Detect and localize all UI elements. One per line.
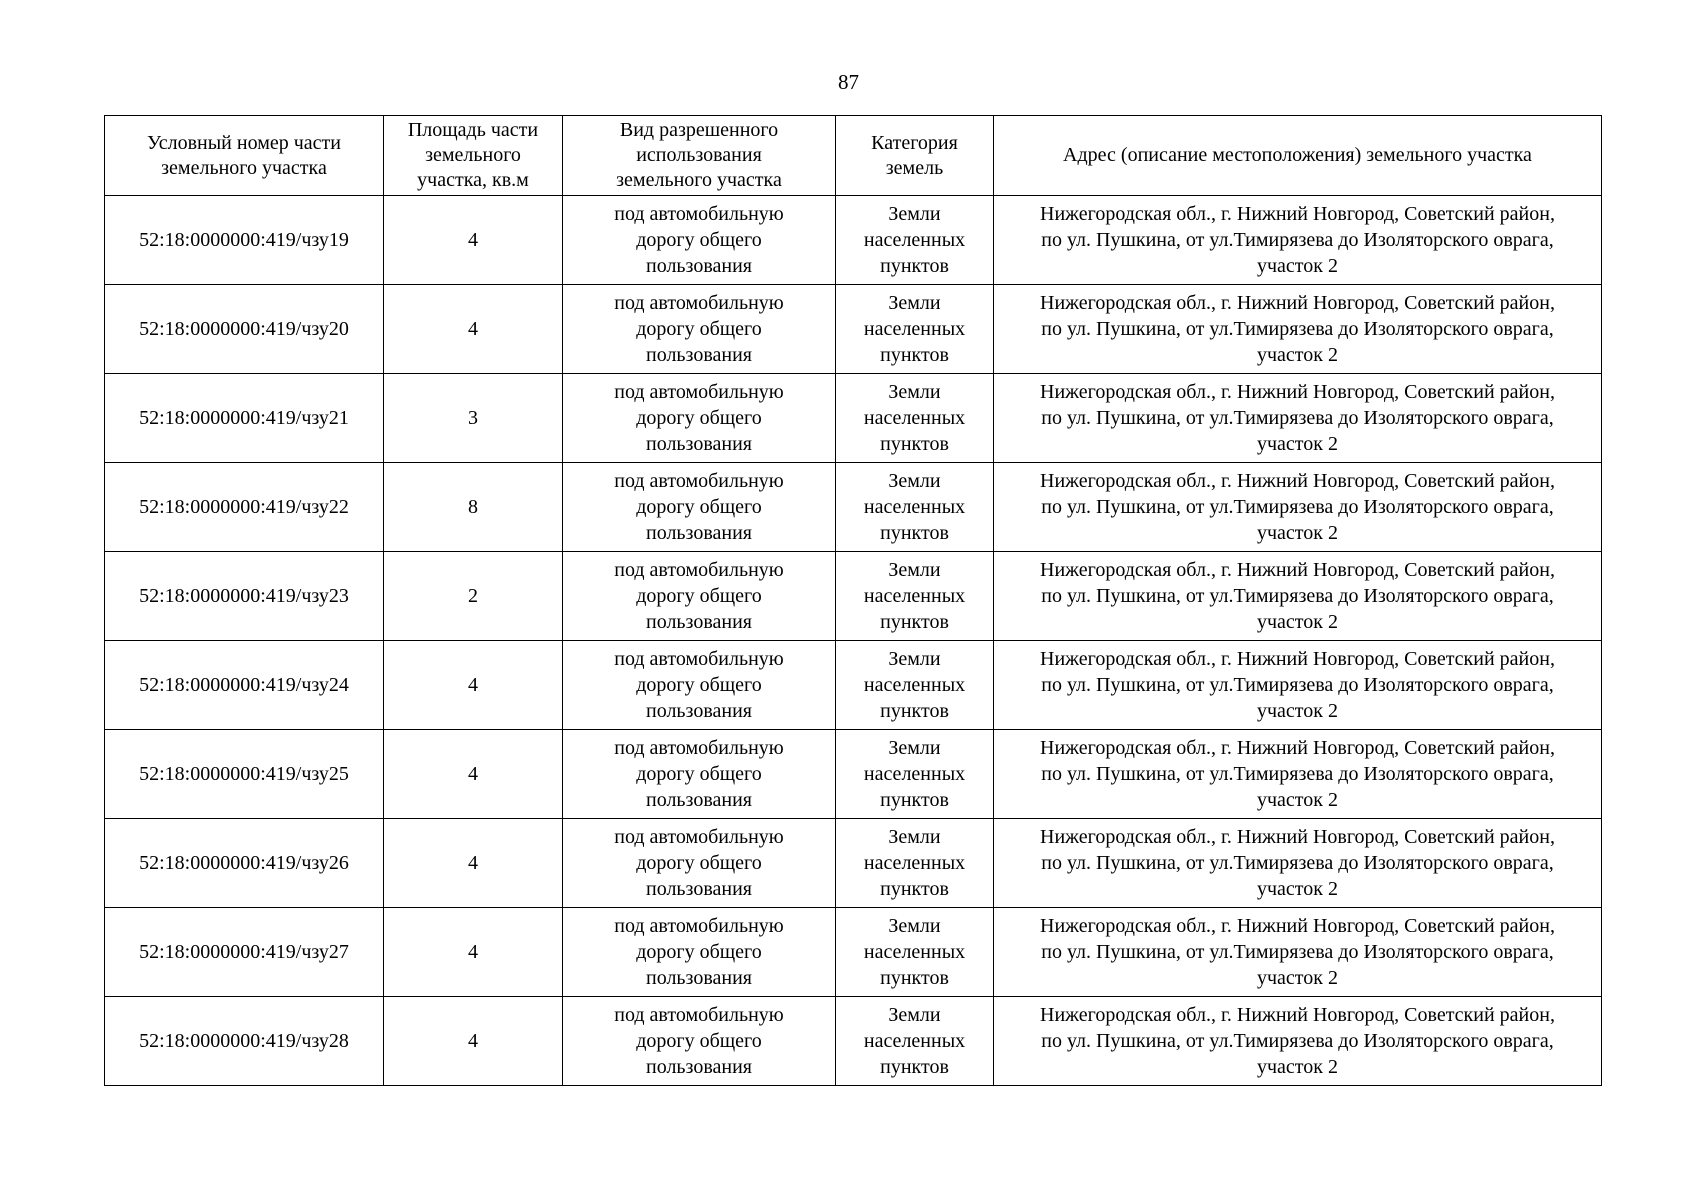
cell-address: Нижегородская обл., г. Нижний Новгород, Советский район, по ул. Пушкина, от ул.Тимирязева до Изоляторского оврага, участок 2 [994, 730, 1602, 819]
header-category: Категория земель [836, 116, 994, 196]
cell-usage: под автомобильную дорогу общего пользования [563, 552, 836, 641]
cell-number: 52:18:0000000:419/чзу22 [105, 463, 384, 552]
cell-area: 8 [384, 463, 563, 552]
cell-address: Нижегородская обл., г. Нижний Новгород, Советский район, по ул. Пушкина, от ул.Тимирязева до Изоляторского оврага, участок 2 [994, 374, 1602, 463]
header-row [105, 116, 1602, 196]
cell-usage: под автомобильную дорогу общего пользования [563, 641, 836, 730]
table-row [105, 819, 1602, 908]
cell-usage: под автомобильную дорогу общего пользования [563, 819, 836, 908]
cell-category: Земли населенных пунктов [836, 285, 994, 374]
cell-number: 52:18:0000000:419/чзу28 [105, 997, 384, 1086]
table-row [105, 463, 1602, 552]
cell-category: Земли населенных пунктов [836, 997, 994, 1086]
cell-area: 4 [384, 285, 563, 374]
cell-number: 52:18:0000000:419/чзу19 [105, 196, 384, 285]
cell-address: Нижегородская обл., г. Нижний Новгород, Советский район, по ул. Пушкина, от ул.Тимирязева до Изоляторского оврага, участок 2 [994, 463, 1602, 552]
cell-category: Земли населенных пунктов [836, 730, 994, 819]
header-number: Условный номер части земельного участка [105, 116, 384, 196]
cell-category: Земли населенных пунктов [836, 552, 994, 641]
cell-area: 2 [384, 552, 563, 641]
cell-category: Земли населенных пунктов [836, 641, 994, 730]
cell-address: Нижегородская обл., г. Нижний Новгород, Советский район, по ул. Пушкина, от ул.Тимирязева до Изоляторского оврага, участок 2 [994, 819, 1602, 908]
table-body [105, 196, 1602, 1086]
header-address: Адрес (описание местоположения) земельного участка [994, 116, 1602, 196]
table-row [105, 730, 1602, 819]
table-row [105, 552, 1602, 641]
cell-area: 4 [384, 997, 563, 1086]
table-row [105, 641, 1602, 730]
cell-category: Земли населенных пунктов [836, 196, 994, 285]
table-row [105, 285, 1602, 374]
cell-usage: под автомобильную дорогу общего пользования [563, 997, 836, 1086]
table-row [105, 908, 1602, 997]
table-row [105, 997, 1602, 1086]
table-row [105, 374, 1602, 463]
table-row [105, 196, 1602, 285]
cell-area: 3 [384, 374, 563, 463]
cell-number: 52:18:0000000:419/чзу25 [105, 730, 384, 819]
cell-area: 4 [384, 641, 563, 730]
table-header [105, 116, 1602, 196]
cell-area: 4 [384, 819, 563, 908]
header-usage: Вид разрешенного использования земельного участка [563, 116, 836, 196]
cell-number: 52:18:0000000:419/чзу26 [105, 819, 384, 908]
cell-category: Земли населенных пунктов [836, 374, 994, 463]
cell-usage: под автомобильную дорогу общего пользования [563, 730, 836, 819]
land-parts-table [104, 115, 1602, 1086]
cell-address: Нижегородская обл., г. Нижний Новгород, Советский район, по ул. Пушкина, от ул.Тимирязева до Изоляторского оврага, участок 2 [994, 552, 1602, 641]
cell-usage: под автомобильную дорогу общего пользования [563, 285, 836, 374]
cell-number: 52:18:0000000:419/чзу24 [105, 641, 384, 730]
header-area: Площадь части земельного участка, кв.м [384, 116, 563, 196]
cell-usage: под автомобильную дорогу общего пользования [563, 196, 836, 285]
cell-area: 4 [384, 908, 563, 997]
cell-address: Нижегородская обл., г. Нижний Новгород, Советский район, по ул. Пушкина, от ул.Тимирязева до Изоляторского оврага, участок 2 [994, 196, 1602, 285]
cell-number: 52:18:0000000:419/чзу27 [105, 908, 384, 997]
cell-area: 4 [384, 196, 563, 285]
cell-usage: под автомобильную дорогу общего пользования [563, 374, 836, 463]
page-number: 87 [838, 70, 859, 94]
cell-usage: под автомобильную дорогу общего пользования [563, 908, 836, 997]
cell-usage: под автомобильную дорогу общего пользования [563, 463, 836, 552]
cell-category: Земли населенных пунктов [836, 819, 994, 908]
cell-address: Нижегородская обл., г. Нижний Новгород, Советский район, по ул. Пушкина, от ул.Тимирязева до Изоляторского оврага, участок 2 [994, 641, 1602, 730]
cell-number: 52:18:0000000:419/чзу21 [105, 374, 384, 463]
cell-number: 52:18:0000000:419/чзу23 [105, 552, 384, 641]
cell-number: 52:18:0000000:419/чзу20 [105, 285, 384, 374]
cell-address: Нижегородская обл., г. Нижний Новгород, Советский район, по ул. Пушкина, от ул.Тимирязева до Изоляторского оврага, участок 2 [994, 908, 1602, 997]
cell-category: Земли населенных пунктов [836, 908, 994, 997]
cell-area: 4 [384, 730, 563, 819]
cell-address: Нижегородская обл., г. Нижний Новгород, Советский район, по ул. Пушкина, от ул.Тимирязева до Изоляторского оврага, участок 2 [994, 997, 1602, 1086]
cell-category: Земли населенных пунктов [836, 463, 994, 552]
cell-address: Нижегородская обл., г. Нижний Новгород, Советский район, по ул. Пушкина, от ул.Тимирязева до Изоляторского оврага, участок 2 [994, 285, 1602, 374]
